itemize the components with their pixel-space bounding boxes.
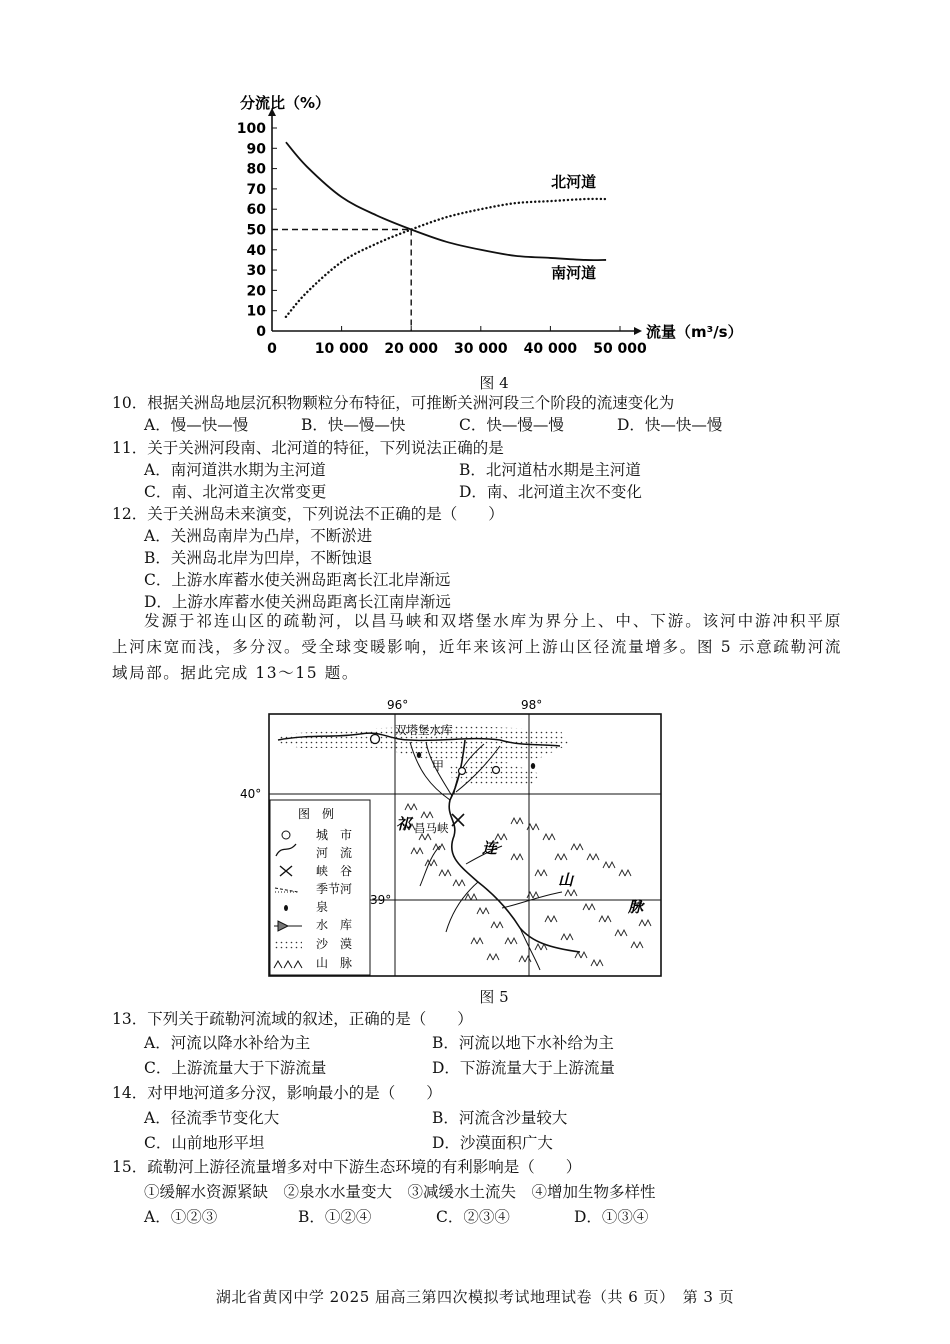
y-tick-label: 20 <box>246 283 266 300</box>
mountain-char-qi: 祁 <box>396 815 412 833</box>
q14-option-a: A．径流季节变化大 <box>144 1109 280 1127</box>
legend-label-seasonal-river: 季节河 <box>316 882 353 896</box>
city-marker <box>493 767 500 774</box>
q10-option-c: C．快—慢—慢 <box>459 416 564 434</box>
q12-stem: 12．关于关洲岛未来演变，下列说法不正确的是（ ） <box>112 505 504 523</box>
legend-label-mountain: 山 脉 <box>316 956 353 970</box>
mountain-char-mai: 脉 <box>628 898 644 916</box>
lon-98-label: 98° <box>521 698 543 712</box>
q11-option-b: B．北河道枯水期是主河道 <box>459 461 641 479</box>
q10-option-b: B．快—慢—快 <box>301 416 406 434</box>
series-label: 北河道 <box>551 173 597 192</box>
y-tick-label: 70 <box>246 181 266 198</box>
figure-5-caption: 图 5 <box>479 988 509 1006</box>
passage-text: 发源于祁连山区的疏勒河，以昌马峡和双塔堡水库为界分上、中、下游。该河中游冲积平原上河床宽而浅，多分汊。受全球变暖影响，近年来该河上游山区径流量增多。图 5 示意疏勒河流域局部。据此完成 13～15 题。 <box>112 612 842 682</box>
lon-96-label: 96° <box>387 698 409 712</box>
y-tick-label: 50 <box>246 222 266 239</box>
q13-option-a: A．河流以降水补给为主 <box>144 1034 311 1052</box>
reservoir-marker <box>371 735 380 744</box>
flow-ratio-chart <box>230 90 790 365</box>
page-footer: 湖北省黄冈中学 2025 届高三第四次模拟考试地理试卷（共 6 页） 第 3 页 <box>215 1288 735 1306</box>
q14-option-d: D．沙漠面积广大 <box>432 1134 553 1152</box>
x-tick-label: 30 000 <box>454 341 508 357</box>
mountain-char-lian: 连 <box>482 839 498 857</box>
shule-river-map <box>240 696 670 981</box>
y-axis-label: 分流比（%） <box>240 94 331 112</box>
q10-option-d: D．快—快—慢 <box>617 416 723 434</box>
y-tick-label: 10 <box>246 303 266 320</box>
series-south-channel <box>286 142 606 260</box>
y-tick-label: 60 <box>246 202 266 219</box>
q15-option-b: B．①②④ <box>298 1208 372 1226</box>
y-tick-label: 100 <box>236 121 266 137</box>
q10-option-a: A．慢—快—慢 <box>144 416 249 434</box>
lat-40-label: 40° <box>240 787 262 801</box>
desert-icon <box>274 939 302 949</box>
q14-option-c: C．山前地形平坦 <box>144 1134 265 1152</box>
y-tick-label: 40 <box>246 242 266 259</box>
q15-option-a: A．①②③ <box>144 1208 218 1226</box>
x-tick-label: 40 000 <box>523 341 578 357</box>
y-tick-label: 90 <box>246 141 266 158</box>
q11-option-c: C．南、北河道主次常变更 <box>144 483 327 501</box>
q12-option-d: D．上游水库蓄水使关洲岛距离长江南岸渐远 <box>144 593 451 611</box>
q12-option-c: C．上游水库蓄水使关洲岛距离长江北岸渐远 <box>144 571 451 589</box>
q11-option-d: D．南、北河道主次不变化 <box>459 483 642 501</box>
lat-39-label: 39° <box>370 893 392 907</box>
q13-option-d: D．下游流量大于上游流量 <box>432 1059 615 1077</box>
q15-sub-items: ①缓解水资源紧缺 ②泉水水量变大 ③减缓水土流失 ④增加生物多样性 <box>144 1183 656 1201</box>
city-icon <box>282 831 290 839</box>
q12-option-b: B．关洲岛北岸为凹岸，不断蚀退 <box>144 549 373 567</box>
figure-4-caption: 图 4 <box>479 374 509 392</box>
x-tick-label: 0 <box>267 341 277 357</box>
spring-marker <box>417 752 421 758</box>
y-tick-label: 30 <box>246 263 266 280</box>
q10-stem: 10．根据关洲岛地层沉积物颗粒分布特征，可推断关洲河段三个阶段的流速变化为 <box>112 394 675 412</box>
gorge-label: 昌马峡 <box>414 821 449 835</box>
legend-title: 图 例 <box>298 807 335 821</box>
series-label: 南河道 <box>551 263 597 282</box>
x-tick-label: 20 000 <box>384 341 438 357</box>
legend-label-city: 城 市 <box>316 828 353 842</box>
q13-option-b: B．河流以地下水补给为主 <box>432 1034 614 1052</box>
spring-marker <box>531 763 535 769</box>
legend-label-reservoir: 水 库 <box>316 918 353 932</box>
mountain-char-shan: 山 <box>558 871 574 889</box>
q13-option-c: C．上游流量大于下游流量 <box>144 1059 327 1077</box>
x-tick-label: 10 000 <box>314 341 369 357</box>
legend-label-river: 河 流 <box>316 846 353 860</box>
y-tick-label: 80 <box>246 161 266 178</box>
reservoir-label: 双塔堡水库 <box>395 723 453 737</box>
legend-label-spring: 泉 <box>316 900 329 914</box>
x-tick-label: 50 000 <box>593 341 647 357</box>
x-axis-arrow <box>634 327 642 335</box>
legend-label-desert: 沙 漠 <box>316 937 353 951</box>
q15-option-c: C．②③④ <box>436 1208 510 1226</box>
spring-icon <box>284 905 288 911</box>
y-tick-label: 0 <box>256 324 266 340</box>
city-marker <box>459 768 466 775</box>
jia-label: 甲 <box>432 759 445 773</box>
legend-label-gorge: 峡 谷 <box>316 864 353 878</box>
q13-stem: 13．下列关于疏勒河流域的叙述，正确的是（ ） <box>112 1010 473 1028</box>
q14-stem: 14．对甲地河道多分汊，影响最小的是（ ） <box>112 1084 442 1102</box>
q11-stem: 11．关于关洲河段南、北河道的特征，下列说法正确的是 <box>112 439 504 457</box>
x-axis-label: 流量（m³/s） <box>646 323 743 341</box>
q15-stem: 15．疏勒河上游径流量增多对中下游生态环境的有利影响是（ ） <box>112 1158 582 1176</box>
q11-option-a: A．南河道洪水期为主河道 <box>144 461 326 479</box>
q12-option-a: A．关洲岛南岸为凸岸，不断淤进 <box>144 527 373 545</box>
q15-option-d: D．①③④ <box>574 1208 649 1226</box>
q14-option-b: B．河流含沙量较大 <box>432 1109 568 1127</box>
